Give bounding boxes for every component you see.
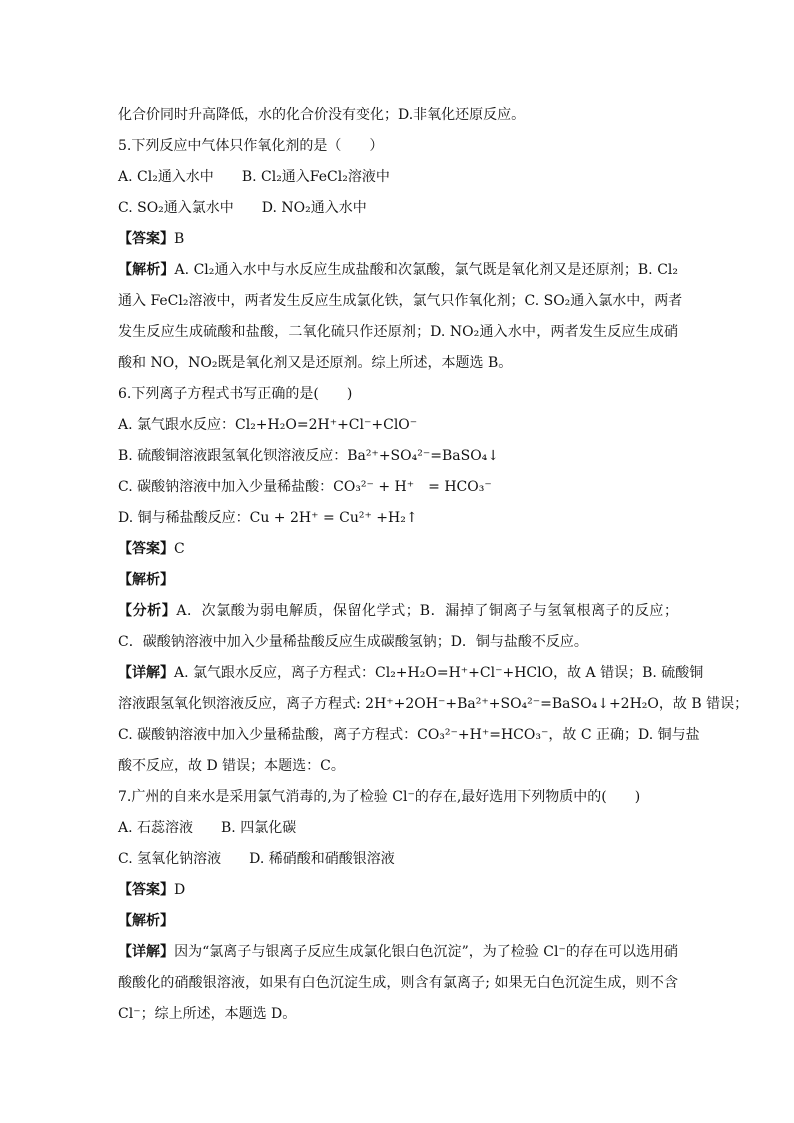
analysis-sub-tag: 【分析】 xyxy=(118,603,177,619)
option-d: D. 稀硝酸和硝酸银溶液 xyxy=(249,851,395,867)
analysis-tag: 【解析】 xyxy=(118,572,174,588)
option-b: B. 硫酸铜溶液跟氢氧化钡溶液反应：Ba²⁺+SO₄²⁻=BaSO₄↓ xyxy=(118,448,500,464)
page-content xyxy=(118,100,749,1030)
answer-value: B xyxy=(174,231,185,247)
option-c: C. 碳酸钠溶液中加入少量稀盐酸：CO₃²⁻ + H⁺ = HCO₃⁻ xyxy=(118,479,492,495)
question-7-detail-line: Cl⁻；综上所述，本题选 D。 xyxy=(118,1006,297,1022)
detail-tag: 【详解】 xyxy=(118,944,175,960)
question-5-analysis-line: 酸和 NO，NO₂既是氧化剂又是还原剂。综上所述，本题选 B。 xyxy=(118,355,513,371)
question-5-analysis-line: 发生反应生成硫酸和盐酸，二氧化硫只作还原剂；D. NO₂通入水中，两者发生反应生成硝 xyxy=(118,324,678,340)
question-5-answer xyxy=(118,224,678,255)
option-b: B. Cl₂通入FeCl₂溶液中 xyxy=(241,169,390,185)
option-c: C. 氢氧化钠溶液 xyxy=(118,851,222,867)
question-7-detail-line: 酸酸化的硝酸银溶液，如果有白色沉淀生成，则含有氯离子; 如果无白色沉淀生成，则不含 xyxy=(118,975,678,991)
option-d: D. 铜与稀盐酸反应：Cu + 2H⁺ = Cu²⁺ +H₂↑ xyxy=(118,510,418,526)
question-6-analysis-line: C．碳酸钠溶液中加入少量稀盐酸反应生成碳酸氢钠；D．铜与盐酸不反应。 xyxy=(118,634,588,650)
detail-text: 因为“氯离子与银离子反应生成氯化银白色沉淀”，为了检验 Cl⁻的存在可以选用硝 xyxy=(174,944,679,960)
answer-tag: 【答案】 xyxy=(118,541,174,557)
answer-tag: 【答案】 xyxy=(118,231,174,247)
detail-text: A. 氯气跟水反应，离子方程式：Cl₂+H₂O=H⁺+Cl⁻+HClO，故 A 错误；B. 硫酸铜 xyxy=(174,665,704,681)
option-b: B. 四氯化碳 xyxy=(221,820,297,836)
analysis-text: A．次氯酸为弱电解质，保留化学式；B．漏掉了铜离子与氢氧根离子的反应； xyxy=(176,603,678,619)
answer-value: C xyxy=(174,541,185,557)
question-6-detail-line: 酸不反应，故 D 错误；本题选：C。 xyxy=(118,758,345,774)
answer-tag: 【答案】 xyxy=(118,882,174,898)
question-7-options-cd xyxy=(118,844,678,875)
continuation-line: 化合价同时升高降低，水的化合价没有变化；D.非氧化还原反应。 xyxy=(118,107,526,123)
analysis-tag: 【解析】 xyxy=(118,913,174,929)
analysis-text: A. Cl₂通入水中与水反应生成盐酸和次氯酸，氯气既是氧化剂又是还原剂；B. Cl₂ xyxy=(174,262,678,278)
answer-value: D xyxy=(174,882,186,898)
question-7-detail-line xyxy=(118,937,678,968)
question-7-options-ab xyxy=(118,813,678,844)
question-7-stem: 7.广州的自来水是采用氯气消毒的,为了检验 Cl⁻的存在,最好选用下列物质中的( ) xyxy=(118,789,641,805)
option-d: D. NO₂通入水中 xyxy=(261,200,367,216)
question-6-stem: 6.下列离子方程式书写正确的是( ) xyxy=(118,386,353,402)
question-6-detail-line: C. 碳酸钠溶液中加入少量稀盐酸，离子方程式：CO₃²⁻+H⁺=HCO₃⁻，故 C 正确；D. 铜与盐 xyxy=(118,727,700,743)
option-c: C. SO₂通入氯水中 xyxy=(118,200,234,216)
question-5-analysis-line: 通入 FeCl₂溶液中，两者发生反应生成氯化铁，氯气只作氧化剂；C. SO₂通入氯水中，两者 xyxy=(118,293,683,309)
question-5-options-ab xyxy=(118,162,678,193)
question-6-analysis-line xyxy=(118,596,678,627)
question-5-stem: 5.下列反应中气体只作氧化剂的是（ ） xyxy=(118,138,384,154)
question-6-detail-line xyxy=(118,658,704,689)
question-6-detail-line: 溶液跟氢氧化钡溶液反应，离子方程式: 2H⁺+2OH⁻+Ba²⁺+SO₄²⁻=BaSO₄↓+2H₂O，故 B 错误； xyxy=(118,696,749,712)
question-6-answer xyxy=(118,534,678,565)
option-a: A. 氯气跟水反应：Cl₂+H₂O=2H⁺+Cl⁻+ClO⁻ xyxy=(118,417,418,433)
option-a: A. Cl₂通入水中 xyxy=(118,169,214,185)
option-a: A. 石蕊溶液 xyxy=(118,820,194,836)
question-7-answer xyxy=(118,875,678,906)
question-5-analysis-line xyxy=(118,255,678,286)
detail-tag: 【详解】 xyxy=(118,665,174,681)
question-5-options-cd xyxy=(118,193,678,224)
analysis-tag: 【解析】 xyxy=(118,262,175,278)
